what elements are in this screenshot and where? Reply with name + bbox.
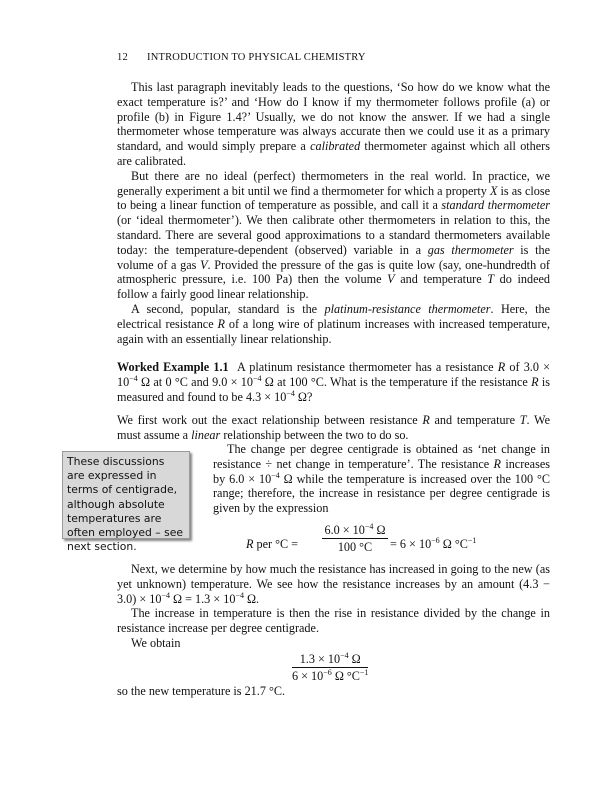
worked-example: Worked Example 1.1 A platinum resistance thermometer has a resistance R of $3.0 \times 10^{-4}$ Ω at 0 °C and $9.0 \times 10^{-4}$ Ω at 100 °C. What is the temperature if the resistance R is measured and found to be $4.3 \times 10^{-4}$ Ω? — [117, 360, 551, 404]
paragraph: But there are no ideal (perfect) thermometers in the real world. In practice, we generally experiment a bit until we find a thermometer for which a property X is as close to being a linear function of temperature as possible, and call it a standard thermometer (or ‘ideal thermometer’). We then calibrate other thermometers in relation to this, the standard. There are several good approximations to a standard thermometers available today: the temperature-dependent (observed) variable in a gas thermometer is the volume of a gas V. Provided the pressure of the gas is quite low (say, one-hundredth of atmospheric pressure, i.e. 100 Pa) then the volume V and temperature T do indeed follow a fairly good linear relationship. — [117, 168, 550, 302]
paragraph: A second, popular, standard is the platinum-resistance thermometer. Here, the electrical resistance R of a long wire of platinum increases with increased temperature, again with an essentially linear relationship. — [117, 301, 550, 346]
body-text — [117, 80, 550, 346]
fraction — [322, 523, 388, 555]
fraction-denominator: $6 \times 10^{-6}$ Ω $^\circ C^{-1}$ — [292, 668, 369, 683]
worked-example-label: Worked Example 1.1 — [117, 360, 229, 374]
paragraph: The increase in temperature is then the rise in resistance divided by the change in resistance increase per degree centigrade. — [117, 606, 550, 636]
margin-note: These discussions are expressed in terms of centigrade, although absolute temperatures are often employed – see next section. — [62, 451, 190, 539]
equation-lhs: R per °C = — [246, 537, 299, 551]
equation-rhs: = $6 \times 10^{-6}$ Ω $^\circ C^{-1}$ — [390, 536, 477, 551]
paragraph: Next, we determine by how much the resistance has increased in going to the new (as yet unknown) temperature. We see how the resistance increases by an amount $(4.3 - 3.0) \times 10^{-4}$ $\Omega = 1.3 \times 10^{-4}$ Ω. — [117, 562, 550, 606]
running-header — [117, 52, 366, 63]
equation-temperature — [292, 652, 368, 684]
paragraph: This last paragraph inevitably leads to the questions, ‘So how do we know what the exact temperature is?’ and ‘How do I know if my thermometer follows profile (a) or profile (b) in Figure 1.4?’ Usually, we do not know the answer. If we had a single thermometer whose temperature was always accurate then we could use it as a primary standard, and would simply prepare a calibrated thermometer against which all others are calibrated. — [117, 80, 550, 168]
equation-resistance-per-degree — [246, 523, 556, 563]
solution-continued — [117, 562, 550, 651]
running-title: INTRODUCTION TO PHYSICAL CHEMISTRY — [147, 52, 366, 63]
fraction-numerator: $6.0 \times 10^{-4}$ Ω — [324, 522, 386, 537]
fraction-denominator: 100 °C — [322, 538, 388, 555]
solution-paragraph: The change per degree centigrade is obtained as ‘net change in resistance ÷ net change in temperature’. The resistance R increases by $6.0 \times 10^{-4}$ Ω while the temperature is increased over the 100 °C range; therefore, the increase in resistance per degree centigrade is given by the expression — [213, 442, 550, 516]
fraction — [292, 652, 368, 684]
solution-paragraph: We first work out the exact relationship between resistance R and temperature T. We must assume a linear relationship between the two to do so. — [117, 413, 550, 442]
final-answer: so the new temperature is 21.7 °C. — [117, 684, 286, 698]
paragraph: We obtain — [131, 635, 181, 650]
fraction-numerator: $1.3 \times 10^{-4}$ Ω — [299, 651, 361, 666]
page-number: 12 — [117, 52, 128, 63]
